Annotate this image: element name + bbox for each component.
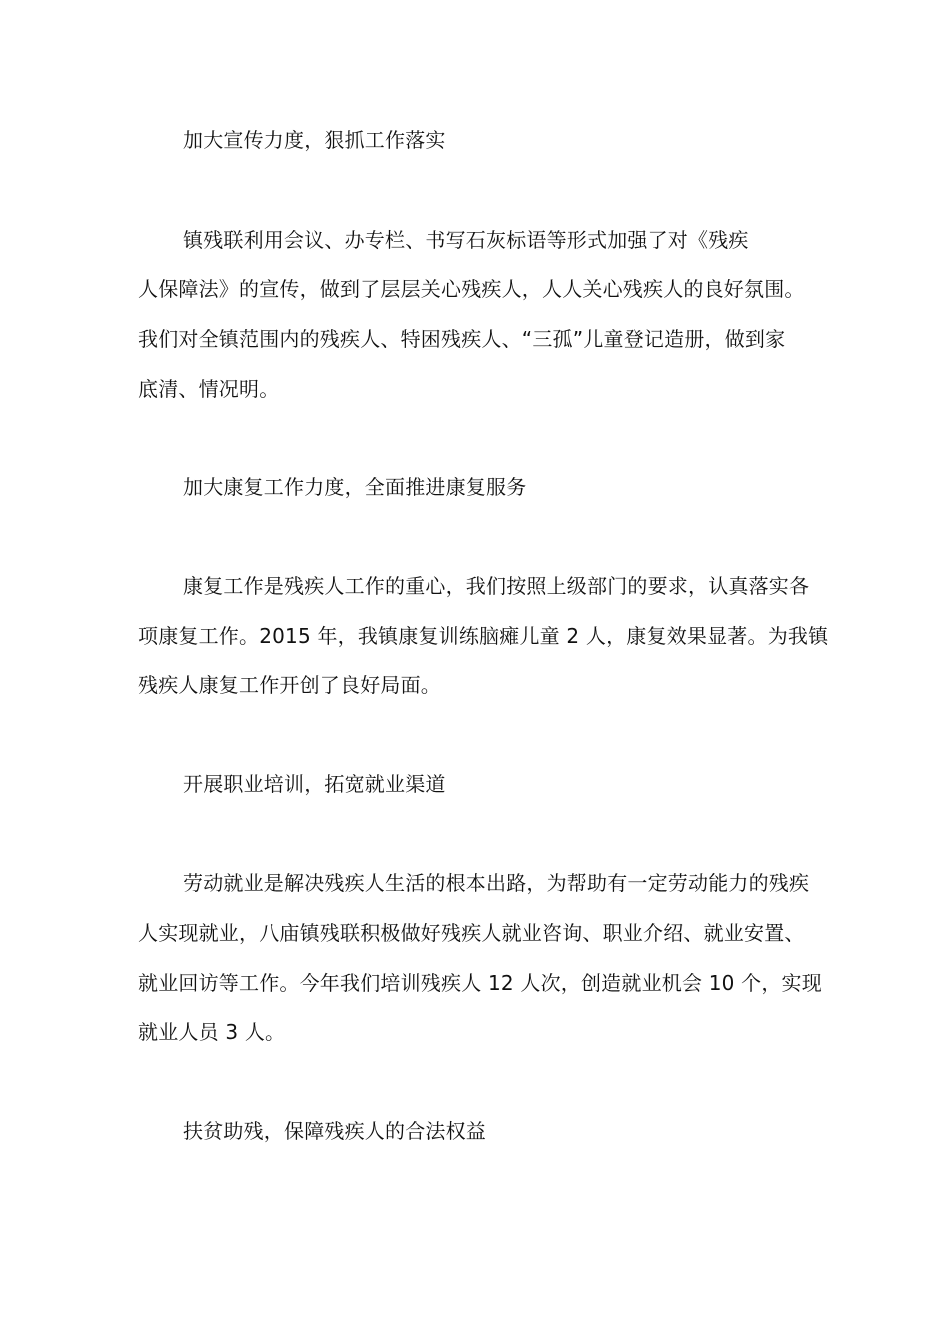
paragraph-line: 劳动就业是解决残疾人生活的根本出路，为帮助有一定劳动能力的残疾 [183,871,810,895]
paragraph-line: 人实现就业，八庙镇残联积极做好残疾人就业咨询、职业介绍、就业安置、 [138,921,805,945]
paragraph-line: 项康复工作。2015 年，我镇康复训练脑瘫儿童 2 人，康复效果显著。为我镇 [138,624,829,648]
paragraph-line: 我们对全镇范围内的残疾人、特困残疾人、“三孤”儿童登记造册，做到家 [138,327,786,351]
paragraph-line: 镇残联利用会议、办专栏、书写石灰标语等形式加强了对《残疾 [183,228,749,252]
section-heading-rehabilitation: 加大康复工作力度，全面推进康复服务 [183,475,527,499]
section-heading-employment: 开展职业培训，拓宽就业渠道 [183,772,446,796]
section-heading-poverty-relief: 扶贫助残，保障残疾人的合法权益 [183,1119,486,1143]
paragraph-line: 就业人员 3 人。 [138,1020,286,1044]
paragraph-line: 人保障法》的宣传，做到了层层关心残疾人，人人关心残疾人的良好氛围。 [138,277,805,301]
paragraph-line: 底清、情况明。 [138,377,280,401]
paragraph-line: 残疾人康复工作开创了良好局面。 [138,673,441,697]
paragraph-line: 康复工作是残疾人工作的重心，我们按照上级部门的要求，认真落实各 [183,574,810,598]
paragraph-line: 就业回访等工作。今年我们培训残疾人 12 人次，创造就业机会 10 个，实现 [138,971,822,995]
section-heading-publicity: 加大宣传力度，狠抓工作落实 [183,128,446,152]
